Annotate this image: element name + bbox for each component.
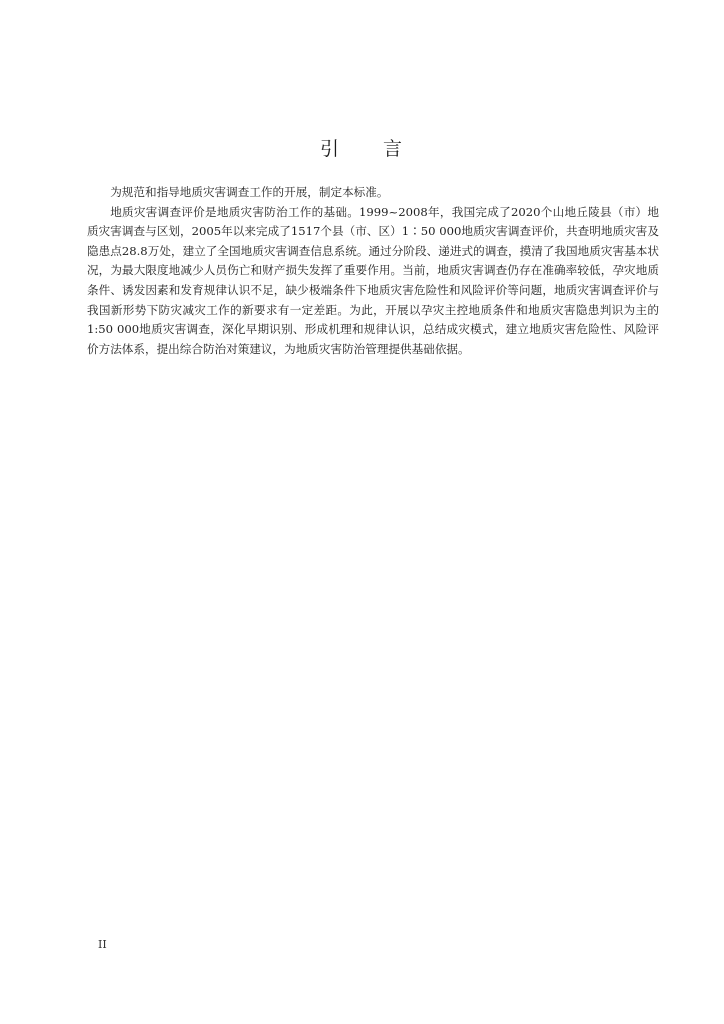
title-char: 言 (383, 138, 405, 160)
page-number: II (98, 938, 107, 951)
paragraph: 地质灾害调查评价是地质灾害防治工作的基础。1999~2008年，我国完成了2020个山地丘陵县（市）地质灾害调查与区划，2005年以来完成了1517个县（市、区）1∶50 000地质灾害调查评价，共查明地质灾害及隐患点28.8万处，建立了全国地质灾害调查信息系统。通过分阶段、递进式的调查，摸清了我国地质灾害基本状况，为最大限度地减少人员伤亡和财产损失发挥了重要作用。当前，地质灾害调查仍存在准确率较低，孕灾地质条件、诱发因素和发育规律认识不足，缺少极端条件下地质灾害危险性和风险评价等问题，地质灾害调查评价与我国新形势下防灾减灾工作的新要求有一定差距。为此，开展以孕灾主控地质条件和地质灾害隐患判识为主的1:50 000地质灾害调查，深化早期识别、形成机理和规律认识，总结成灾模式，建立地质灾害危险性、风险评价方法体系，提出综合防治对策建议，为地质灾害防治管理提供基础依据。 (87, 204, 659, 356)
title-char: 引 (319, 138, 341, 160)
body-text (87, 183, 659, 359)
section-title (0, 134, 724, 161)
paragraph: 为规范和指导地质灾害调查工作的开展，制定本标准。 (110, 185, 389, 199)
